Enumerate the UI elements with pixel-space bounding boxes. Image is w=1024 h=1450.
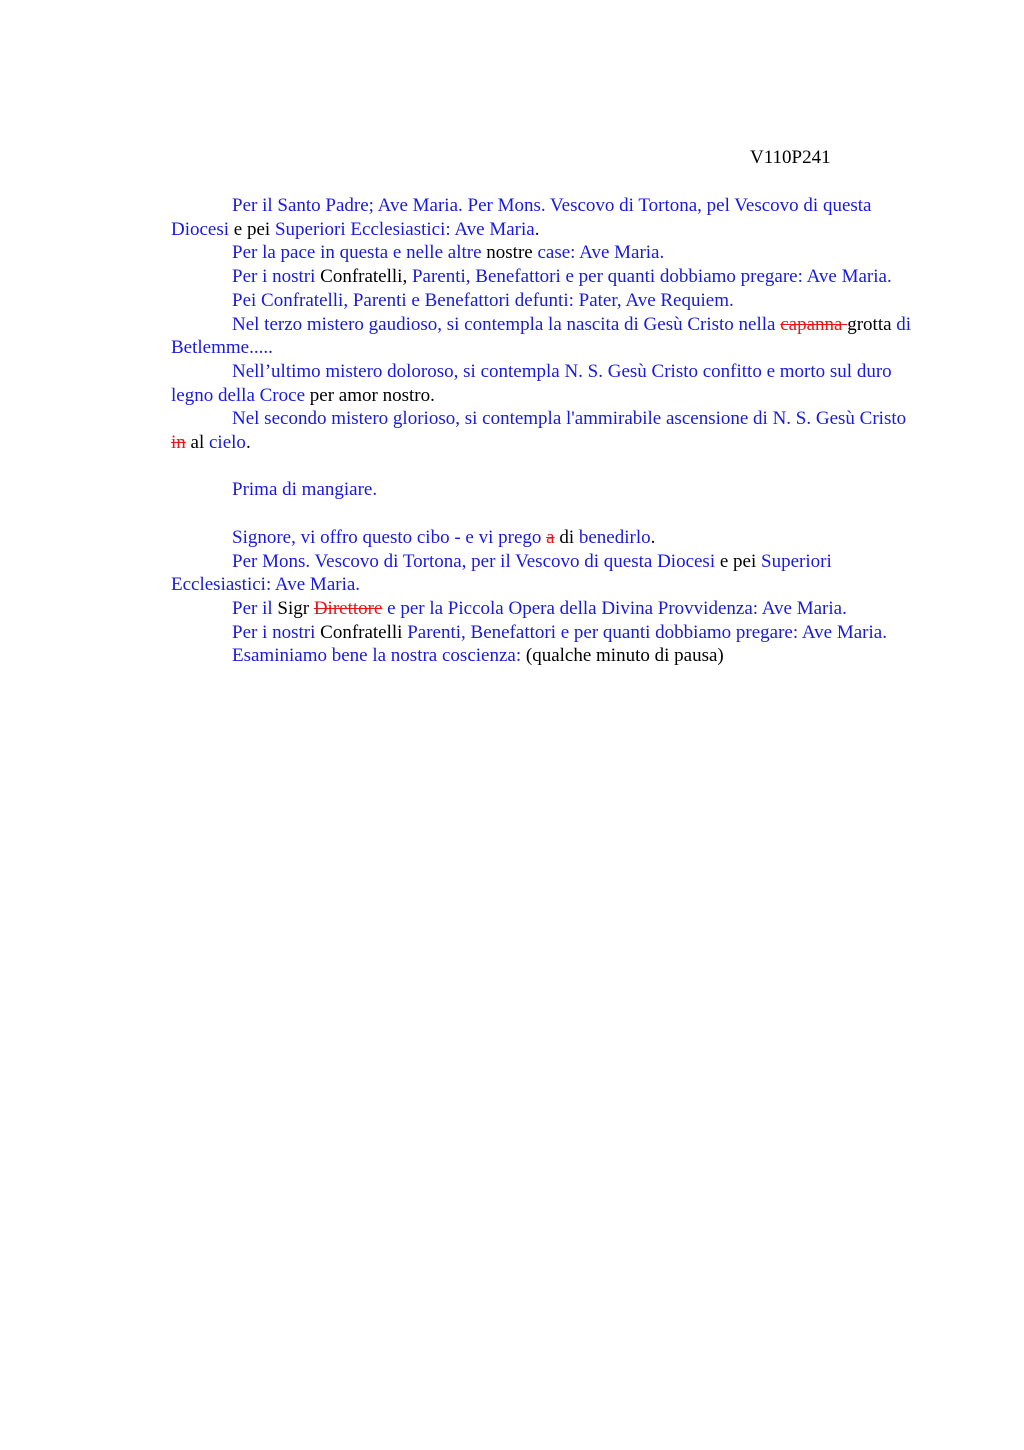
paragraph — [171, 597, 916, 621]
text-segment: Nell’ultimo mistero doloroso, si contempla N. S. Gesù Cristo confitto e morto sul duro legno della Croce — [171, 360, 892, 406]
text-segment: Per la pace in questa e nelle altre — [232, 242, 482, 264]
text-segment: Esaminiamo bene la nostra coscienza: — [232, 645, 522, 667]
text-segment: (qualche minuto di pausa) — [521, 645, 724, 667]
deleted-text: a — [546, 526, 555, 548]
text-segment: Sigr — [272, 597, 314, 619]
text-segment: Nel terzo mistero gaudioso, si contempla la nascita di Gesù Cristo nella — [232, 313, 781, 335]
paragraph — [171, 241, 916, 265]
text-segment: per amor nostro. — [305, 384, 435, 406]
deleted-text: in — [171, 432, 186, 454]
paragraph — [171, 478, 916, 502]
paragraph — [171, 621, 916, 645]
paragraph — [171, 265, 916, 289]
paragraph — [171, 289, 916, 313]
paragraph-spacer — [171, 502, 916, 526]
text-segment: Per il Santo Padre; Ave Maria. Per Mons. Vescovo di Tortona, pel Vescovo di questa Diocesi — [171, 195, 872, 240]
text-segment: Per il — [232, 597, 273, 619]
text-segment: . — [245, 432, 251, 454]
deleted-text: Direttore — [313, 597, 383, 619]
paragraph — [171, 550, 916, 597]
text-segment: Confratelli — [315, 621, 408, 643]
paragraph — [171, 194, 916, 241]
paragraph — [171, 313, 916, 360]
text-segment: nostre — [481, 242, 538, 264]
text-segment: grotta — [847, 313, 897, 335]
paragraph-spacer — [171, 455, 916, 479]
text-segment: e per la Piccola Opera della Divina Provvidenza: Ave Maria. — [382, 597, 847, 619]
text-segment: Prima di mangiare. — [232, 479, 378, 501]
text-segment: Signore, vi offro questo cibo - e vi prego — [232, 526, 547, 548]
text-segment: Per i nostri — [232, 266, 316, 288]
text-segment: al — [185, 432, 209, 454]
text-segment: case: Ave Maria. — [537, 242, 665, 264]
paragraph — [171, 526, 916, 550]
text-segment: Superiori Ecclesiastici: Ave Maria — [274, 218, 535, 240]
text-segment: Per i nostri — [232, 621, 316, 643]
text-segment: cielo — [209, 432, 246, 454]
text-segment: Nel secondo mistero glorioso, si contempla l'ammirabile ascensione di N. S. Gesù Cristo — [232, 408, 907, 430]
page-identifier: V110P241 — [750, 147, 831, 168]
document-body — [171, 194, 916, 668]
text-segment: e pei — [715, 550, 762, 572]
text-segment: Pei Confratelli, Parenti e Benefattori defunti: Pater, Ave Requiem. — [232, 289, 734, 311]
text-segment: Parenti, Benefattori e per quanti dobbiamo pregare: Ave Maria. — [411, 266, 892, 288]
text-segment: di Betlemme..... — [171, 313, 912, 359]
text-segment: benedirlo — [578, 526, 651, 548]
paragraph — [171, 407, 916, 454]
deleted-text: capanna — [780, 313, 848, 335]
text-segment: Superiori Ecclesiastici: Ave Maria. — [171, 550, 832, 596]
paragraph — [171, 644, 916, 668]
text-segment: Confratelli, — [315, 266, 412, 288]
paragraph — [171, 360, 916, 407]
text-segment: . — [534, 218, 540, 240]
text-segment: Per Mons. Vescovo di Tortona, per il Vescovo di questa Diocesi — [232, 550, 716, 572]
document-page — [171, 0, 916, 1450]
text-segment: . — [650, 526, 656, 548]
text-segment: Parenti, Benefattori e per quanti dobbiamo pregare: Ave Maria. — [407, 621, 887, 643]
text-segment: e pei — [229, 218, 275, 240]
text-segment: di — [554, 526, 579, 548]
